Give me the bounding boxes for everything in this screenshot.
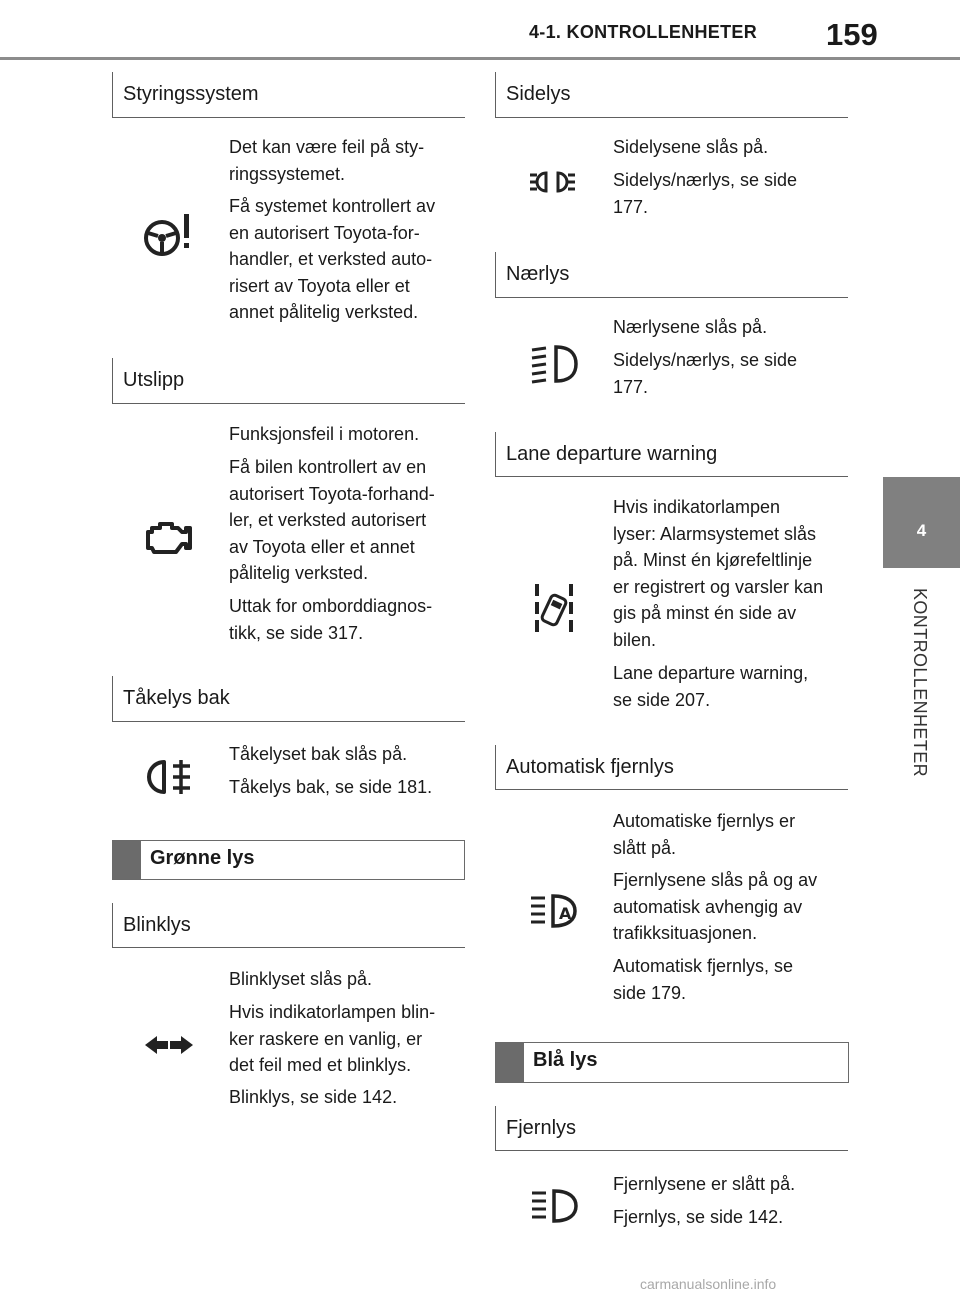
section-title: Sidelys	[506, 83, 571, 105]
paragraph: Blinklys, se side 142.	[229, 1087, 398, 1107]
chapter-title: 4-1. KONTROLLENHETER	[529, 22, 758, 42]
section-title: Automatisk fjernlys	[506, 756, 674, 778]
page-number: 159	[826, 17, 878, 52]
banner-title: Blå lys	[533, 1049, 598, 1071]
paragraph: Blinklyset slås på.	[229, 969, 373, 989]
section-heading-naerlys	[495, 252, 848, 298]
rear-fog-icon	[144, 758, 194, 796]
section-heading-blinklys	[112, 903, 465, 948]
paragraph: Uttak for omborddiagnos- tikk, se side 317.	[229, 596, 433, 643]
section-title: Fjernlys	[506, 1117, 577, 1139]
paragraph: Funksjonsfeil i motoren.	[229, 424, 420, 444]
paragraph: Tåkelyset bak slås på.	[229, 744, 408, 764]
paragraph: Lane departure warning, se side 207.	[613, 663, 809, 710]
paragraph: Sidelysene slås på.	[613, 137, 769, 157]
green-lights-banner	[112, 840, 465, 880]
section-title: Blinklys	[123, 914, 191, 936]
side-light-icon	[528, 170, 578, 194]
blue-lights-banner	[495, 1042, 849, 1083]
section-title: Lane departure warning	[506, 443, 718, 465]
paragraph: Hvis indikatorlampen blin- ker raskere en vanlig, er det feil med et blinklys.	[229, 1002, 436, 1075]
chapter-tab-label: KONTROLLENHETER	[910, 588, 930, 778]
section-heading-fjernlys	[495, 1106, 848, 1151]
section-title: Utslipp	[123, 369, 185, 391]
section-heading-takelys	[112, 676, 465, 722]
chapter-tab-number: 4	[916, 521, 927, 540]
paragraph: Fjernlys, se side 142.	[613, 1207, 784, 1227]
banner-title: Grønne lys	[150, 847, 255, 869]
section-title: Tåkelys bak	[123, 687, 230, 709]
turn-signal-icon	[144, 1034, 194, 1056]
section-heading-utslipp	[112, 358, 465, 404]
banner-bar	[496, 1043, 524, 1082]
paragraph: Sidelys/nærlys, se side 177.	[613, 170, 798, 217]
auto-high-beam-icon	[529, 893, 577, 929]
paragraph: Fjernlysene er slått på.	[613, 1174, 796, 1194]
low-beam-icon	[530, 344, 578, 384]
paragraph: Tåkelys bak, se side 181.	[229, 777, 433, 797]
header-rule	[0, 57, 960, 60]
section-heading-styring	[112, 72, 465, 118]
steering-warning-icon	[142, 212, 194, 260]
section-heading-sidelys	[495, 72, 848, 118]
paragraph: Få systemet kontrollert av en autorisert Toyota-for- handler, et verksted auto- risert av Toyota eller et annet pålitelig verksted.	[229, 196, 436, 322]
footer-watermark: carmanualsonline.info	[640, 1276, 777, 1292]
paragraph: Sidelys/nærlys, se side 177.	[613, 350, 798, 397]
paragraph: Få bilen kontrollert av en autorisert Toyota-forhand- ler, et verksted autorisert av Toyota eller et annet pålitelig verksted.	[229, 457, 435, 583]
section-title: Styringssystem	[123, 83, 259, 105]
paragraph: Det kan være feil på sty- ringssystemet.	[229, 137, 425, 184]
svg-text:A: A	[559, 904, 572, 923]
high-beam-icon	[530, 1188, 578, 1224]
paragraph: Fjernlysene slås på og av automatisk avhengig av trafikksituasjonen.	[613, 870, 818, 943]
lane-departure-icon	[534, 582, 574, 634]
section-title: Nærlys	[506, 263, 570, 285]
engine-check-icon	[144, 520, 192, 556]
paragraph: Nærlysene slås på.	[613, 317, 768, 337]
section-heading-lane-departure	[495, 432, 848, 477]
section-heading-auto-fjernlys	[495, 745, 848, 790]
paragraph: Automatisk fjernlys, se side 179.	[613, 956, 794, 1003]
banner-bar	[113, 841, 141, 879]
paragraph: Hvis indikatorlampen lyser: Alarmsystemet slås på. Minst én kjørefeltlinje er registrert og varsler kan gis på minst én side av bilen.	[613, 497, 824, 650]
chapter-tab	[883, 477, 960, 568]
paragraph: Automatiske fjernlys er slått på.	[613, 811, 796, 858]
